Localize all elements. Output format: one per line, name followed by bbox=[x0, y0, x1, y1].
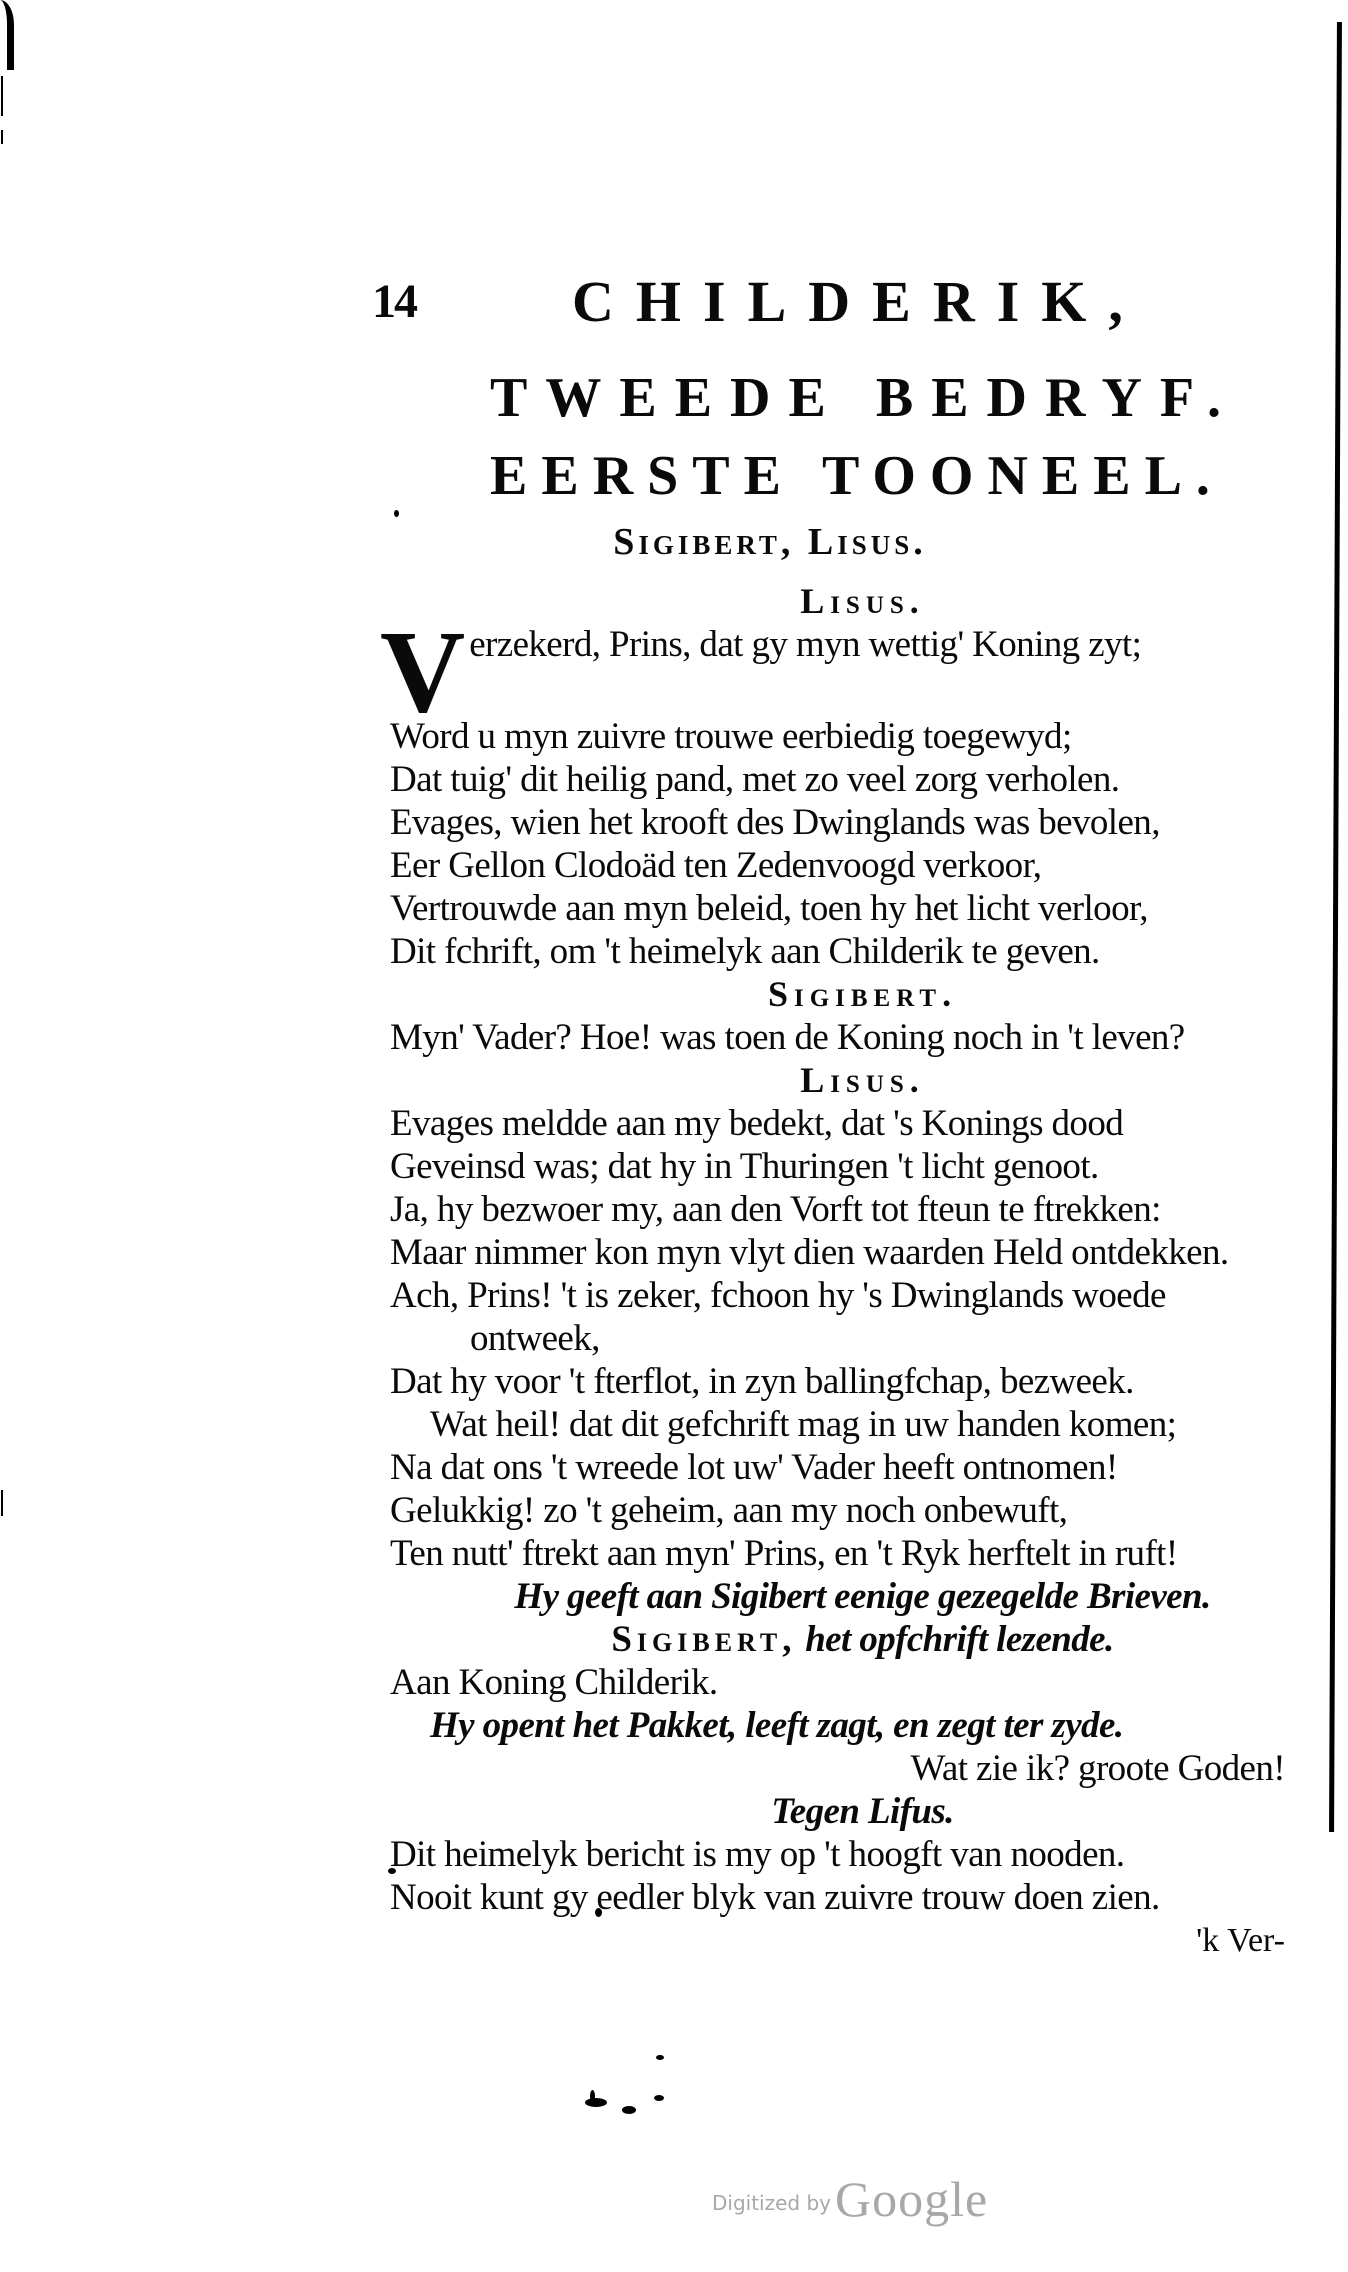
catchword: 'k Ver- bbox=[1196, 1922, 1285, 1959]
verse-line: Aan Koning Childerik. bbox=[390, 1662, 718, 1703]
ink-speck bbox=[394, 510, 399, 517]
verse-line: Evages, wien het krooft des Dwinglands was bevolen, bbox=[390, 802, 1160, 843]
verse-line: Maar nimmer kon myn vlyt dien waarden Held ontdekken. bbox=[390, 1232, 1229, 1273]
verse-line: erzekerd, Prins, dat gy myn wettig' Koning zyt; bbox=[469, 624, 1142, 665]
verse-line: Geveinsd was; dat hy in Thuringen 't licht genoot. bbox=[390, 1146, 1099, 1187]
verse-line: Word u myn zuivre trouwe eerbiedig toegewyd; bbox=[390, 716, 1072, 757]
google-wordmark: Google bbox=[835, 2171, 989, 2227]
stage-direction: Tegen Lifus. bbox=[771, 1791, 954, 1832]
page-number: 14 bbox=[372, 275, 416, 328]
digitized-by-watermark bbox=[712, 2170, 988, 2228]
stage-direction: Hy geeft aan Sigibert eenige gezegelde Brieven. bbox=[514, 1576, 1211, 1617]
stage-direction: het opfchrift lezende. bbox=[805, 1619, 1114, 1660]
play-text bbox=[380, 580, 1295, 1962]
cast-list: Sigibert, Lisus. bbox=[613, 521, 927, 563]
verse-line: Dit fchrift, om 't heimelyk aan Childerik te geven. bbox=[390, 931, 1100, 972]
verse-line: Dit heimelyk bericht is my op 't hoogft van nooden. bbox=[390, 1834, 1125, 1875]
verse-line-continuation: ontweek, bbox=[470, 1318, 600, 1359]
watermark-prefix: Digitized by bbox=[712, 2191, 831, 2215]
page-edge-mark bbox=[1, 1490, 3, 1516]
stage-direction: Hy opent het Pakket, leeft zagt, en zegt ter zyde. bbox=[430, 1705, 1124, 1746]
page-header bbox=[372, 268, 1272, 338]
verse-line: Ten nutt' ftrekt aan myn' Prins, en 't Ryk herftelt in ruft! bbox=[390, 1533, 1178, 1574]
page-edge-left bbox=[0, 0, 14, 70]
verse-line: Gelukkig! zo 't geheim, aan my noch onbewuft, bbox=[390, 1490, 1068, 1531]
verse-line: Na dat ons 't wreede lot uw' Vader heeft ontnomen! bbox=[390, 1447, 1118, 1488]
verse-line: Eer Gellon Clodoäd ten Zedenvoogd verkoor, bbox=[390, 845, 1042, 886]
verse-line: Ach, Prins! 't is zeker, fchoon hy 's Dwinglands woede bbox=[390, 1275, 1166, 1316]
speaker-heading: Lisus. bbox=[800, 1060, 925, 1100]
page-edge-right bbox=[1329, 22, 1342, 1832]
verse-line-indented: Wat heil! dat dit gefchrift mag in uw handen komen; bbox=[430, 1404, 1177, 1445]
ink-speck bbox=[656, 2055, 664, 2060]
verse-line: Dat tuig' dit heilig pand, met zo veel zorg verholen. bbox=[390, 759, 1120, 800]
page-edge-mark bbox=[1, 76, 3, 116]
act-title: TWEEDE BEDRYF. bbox=[490, 367, 1239, 429]
speaker-heading-with-direction bbox=[390, 1618, 1295, 1661]
drop-cap: V bbox=[380, 606, 466, 737]
speaker-heading: Sigibert. bbox=[767, 974, 958, 1014]
verse-line: Evages meldde aan my bedekt, dat 's Konings dood bbox=[390, 1103, 1124, 1144]
verse-line: Dat hy voor 't fterflot, in zyn ballingfchap, bezweek. bbox=[390, 1361, 1134, 1402]
ink-speck bbox=[590, 2090, 595, 2102]
verse-line: Vertrouwde aan myn beleid, toen hy het licht verloor, bbox=[390, 888, 1148, 929]
speaker-heading: Lisus. bbox=[800, 581, 925, 621]
ink-speck bbox=[654, 2095, 664, 2101]
speaker-name: Sigibert, bbox=[611, 1619, 797, 1660]
scene-title: EERSTE TOONEEL. bbox=[490, 445, 1224, 507]
verse-line: Ja, hy bezwoer my, aan den Vorft tot fteun te ftrekken: bbox=[390, 1189, 1161, 1230]
ink-speck bbox=[585, 2098, 607, 2107]
verse-line-right: Wat zie ik? groote Goden! bbox=[910, 1748, 1285, 1789]
ink-speck bbox=[622, 2106, 636, 2114]
verse-line: Myn' Vader? Hoe! was toen de Koning noch in 't leven? bbox=[390, 1017, 1185, 1058]
verse-line: Nooit kunt gy eedler blyk van zuivre trouw doen zien. bbox=[390, 1877, 1160, 1918]
page-edge-mark bbox=[1, 130, 3, 144]
running-title: CHILDERIK, bbox=[572, 269, 1145, 334]
